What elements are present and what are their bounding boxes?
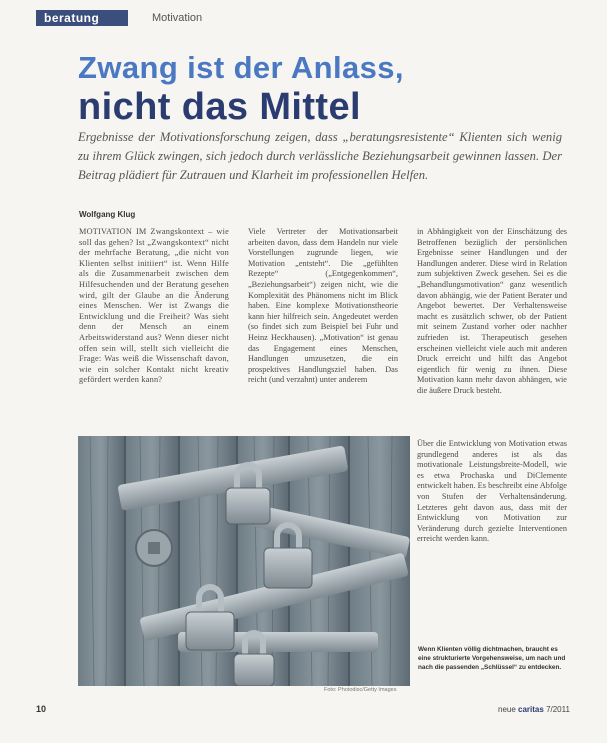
section-label: Motivation — [152, 12, 203, 24]
magazine-prefix: neue — [498, 705, 516, 714]
author-name: Wolfgang Klug — [79, 210, 136, 219]
body-column-1: MOTIVATION IM Zwangskontext – wie soll das gehen? Ist „Zwangskontext“ nicht der mehrfache Beratung, „die nicht von Klienten selbst initiiert“ ist. Wenn Hilfe als die Zusammenarbeit zwischen dem Hilfesuchenden und der Beratung gesehen wird, gilt der Glaube an die Änderung eines Menschen. Wer ist Zwangs die Entwicklung und die Freiheit? Was sieht denn der Mensch an einem Arbeitswiderstand aus? Wenn dieser nicht offen sein will, stellt sich vielleicht die Frage: Was weiß die Wissenschaft davon, wie ein solcher Kontakt nicht kreativ gefördert werden kann? — [79, 227, 229, 385]
issue-number: 7/2011 — [546, 705, 570, 714]
page-number: 10 — [36, 704, 47, 714]
body-column-2: Viele Vertreter der Motivationsarbeit arbeiten davon, dass dem Handeln nur viele Vorstellungen zugrunde liegen, wie Motivation „entsteht“. Die „gefühlten Rezepte“ („Entgegenkommen“, „Beziehungsarbeit“) zeigen nicht, wie die Komplexität des Phänomens nicht im Blick haben. Eine komplexe Motivationstheorie kann hier hilfreich sein. Angedeutet werden (so findet sich zum Beispiel bei Fuhr und Heinz Heckhausen). „Motivation“ ist genau das Engagement eines Menschen, Handlungen umzusetzen, die ein prospektives Handlungsziel haben. Das reicht (und verzahnt) unter anderem — [248, 227, 398, 385]
headline-line-2: nicht das Mittel — [78, 86, 361, 128]
padlocks-photo — [78, 436, 410, 686]
photo-credit: Foto: Photodisc/Getty Images — [324, 687, 397, 693]
headline-line-1: Zwang ist der Anlass, — [78, 50, 404, 85]
category-label: beratung — [44, 11, 100, 25]
body-column-3-bottom: Über die Entwicklung von Motivation etwas grundlegend anderes ist als das motivationale Leistungsbreite-Modell, wie es etwa Prochaska und DiClemente entwickelt haben. Es beschreibt eine Abfolge von Stufen der Verhaltensänderung. Letzteres geht davon aus, dass mit der Entwicklung von Motivation zur Veränderung durch gezielte Interventionen erreicht werden kann. — [417, 439, 567, 544]
magazine-footer — [498, 705, 570, 714]
body-column-3-top: in Abhängigkeit von der Einschätzung des Betroffenen bezüglich der persönlichen Ergebnisse seiner Handlungen und der Handlungen anderer. Diese wird in Relation zum subjektiven Zweck gesehen. Sei es die „Behandlungsmotivation“ ganz wesentlich davon abhängig, wie der Patient Berater und Angebot bewertet. Der Verhaltensweise macht es zusätzlich schwer, ob der Patient mit seinem Zustand vorher oder nachher zufrieden ist. Therapeutisch gesehen erscheinen vielleicht viele auch mit anderen Druck erreicht und hilft das Angebot eigentlich für wenig zu ihnen. Diese Motivation kann mehr davon abhängen, wie die äußere Druck besteht. — [417, 227, 567, 395]
photo-caption: Wenn Klienten völlig dichtmachen, braucht es eine strukturierte Vorgehensweise, um nach und nach die passenden „Schlüssel“ zu entdecken. — [418, 646, 566, 671]
magazine-name: caritas — [518, 705, 544, 714]
lead-paragraph: Ergebnisse der Motivationsforschung zeigen, dass „beratungsresistente“ Klienten sich wenig zu ihrem Glück zwingen, sich jedoch durch verlässliche Beziehungsarbeit gewinnen lassen. Der Beitrag plädiert für Zutrauen und Klarheit im professionellen Helfen. — [78, 130, 562, 182]
